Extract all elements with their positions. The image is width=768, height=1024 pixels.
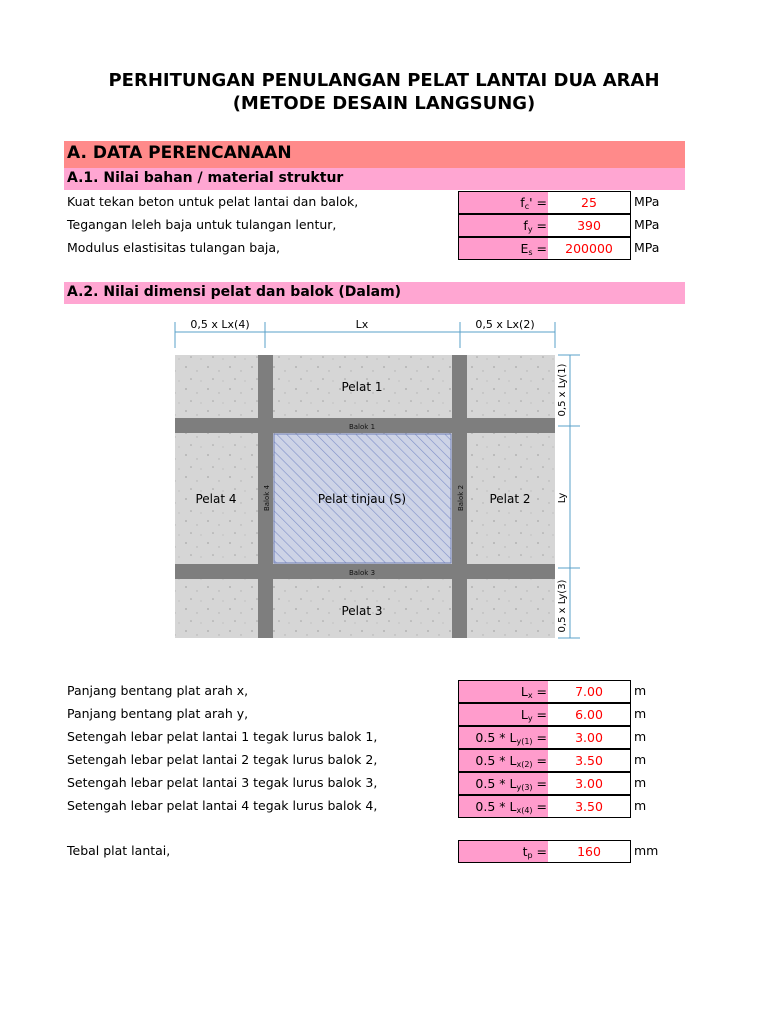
unit-label: mm xyxy=(634,843,659,858)
section-a2-header xyxy=(64,282,685,304)
unit-label: m xyxy=(634,752,647,767)
material-row-es xyxy=(0,237,768,260)
symbol-cell: $E_s$ = xyxy=(458,237,550,260)
value-cell[interactable]: 6.00 xyxy=(548,703,631,726)
section-a1-heading: A.1. Nilai bahan / material struktur xyxy=(67,170,344,186)
symbol-cell: $0.5 * L_{x(2)}$ = xyxy=(458,749,550,772)
row-description: Setengah lebar pelat lantai 1 tegak lurus balok 1, xyxy=(67,729,378,744)
material-row-fy xyxy=(0,214,768,237)
slab-layout-diagram xyxy=(160,318,585,648)
balok-3-label: Balok 3 xyxy=(348,569,376,577)
value-cell[interactable]: 390 xyxy=(548,214,631,237)
row-description: Panjang bentang plat arah y, xyxy=(67,706,249,721)
row-description: Modulus elastisitas tulangan baja, xyxy=(67,240,280,255)
symbol-cell: $f_y$ = xyxy=(458,214,550,237)
pelat-2-label: Pelat 2 xyxy=(489,492,531,506)
symbol-cell: $L_x$ = xyxy=(458,680,550,703)
dim-top-left-label: 0,5 x Lx(4) xyxy=(190,318,250,331)
unit-label: MPa xyxy=(634,240,660,255)
dimension-row-lx xyxy=(0,680,768,703)
dim-top-right-label: 0,5 x Lx(2) xyxy=(475,318,535,331)
dim-top-mid-label: Lx xyxy=(355,318,369,331)
dim-right-mid-label: Ly xyxy=(557,492,568,504)
value-cell[interactable]: 3.50 xyxy=(548,749,631,772)
unit-label: m xyxy=(634,775,647,790)
symbol-cell: $t_p$ = xyxy=(458,840,550,863)
unit-label: m xyxy=(634,706,647,721)
pelat-4-label: Pelat 4 xyxy=(195,492,237,506)
balok-1-label: Balok 1 xyxy=(348,423,376,431)
section-a1-header xyxy=(64,168,685,190)
symbol-cell: $0.5 * L_{y(1)}$ = xyxy=(458,726,550,749)
balok-2-label: Balok 2 xyxy=(457,484,465,512)
page-title-line1: PERHITUNGAN PENULANGAN PELAT LANTAI DUA ARAH xyxy=(108,70,660,91)
unit-label: MPa xyxy=(634,217,660,232)
unit-label: m xyxy=(634,683,647,698)
row-description: Kuat tekan beton untuk pelat lantai dan balok, xyxy=(67,194,359,209)
row-description: Setengah lebar pelat lantai 4 tegak lurus balok 4, xyxy=(67,798,378,813)
pelat-3-label: Pelat 3 xyxy=(341,604,383,618)
dim-right-top-label: 0,5 x Ly(1) xyxy=(557,363,568,417)
value-cell[interactable]: 25 xyxy=(548,191,631,214)
section-a2-heading: A.2. Nilai dimensi pelat dan balok (Dalam) xyxy=(67,284,402,300)
page-title-line2: (METODE DESAIN LANGSUNG) xyxy=(232,93,536,114)
row-description: Setengah lebar pelat lantai 2 tegak lurus balok 2, xyxy=(67,752,378,767)
section-a-heading: A. DATA PERENCANAAN xyxy=(67,143,292,163)
dimension-row-ly xyxy=(0,703,768,726)
balok-4-label: Balok 4 xyxy=(263,484,271,512)
value-cell[interactable]: 3.50 xyxy=(548,795,631,818)
value-cell[interactable]: 200000 xyxy=(548,237,631,260)
value-cell[interactable]: 160 xyxy=(548,840,631,863)
row-description: Tegangan leleh baja untuk tulangan lentur, xyxy=(67,217,337,232)
unit-label: MPa xyxy=(634,194,660,209)
symbol-cell: $0.5 * L_{x(4)}$ = xyxy=(458,795,550,818)
dim-right-bottom-label: 0,5 x Ly(3) xyxy=(557,579,568,633)
pelat-tinjau-label: Pelat tinjau (S) xyxy=(317,492,407,506)
value-cell[interactable]: 3.00 xyxy=(548,726,631,749)
symbol-cell: $f_c'$ = xyxy=(458,191,550,214)
dimension-row-lx4 xyxy=(0,795,768,818)
row-description: Setengah lebar pelat lantai 3 tegak lurus balok 3, xyxy=(67,775,378,790)
dimension-row-lx2 xyxy=(0,749,768,772)
symbol-cell: $0.5 * L_{y(3)}$ = xyxy=(458,772,550,795)
unit-label: m xyxy=(634,798,647,813)
section-a-header xyxy=(64,141,685,168)
value-cell[interactable]: 7.00 xyxy=(548,680,631,703)
dimension-row-ly1 xyxy=(0,726,768,749)
material-row-fc xyxy=(0,191,768,214)
thickness-row xyxy=(0,840,768,863)
pelat-1-label: Pelat 1 xyxy=(341,380,383,394)
row-description: Panjang bentang plat arah x, xyxy=(67,683,249,698)
row-description: Tebal plat lantai, xyxy=(67,843,171,858)
symbol-cell: $L_y$ = xyxy=(458,703,550,726)
dimension-row-ly3 xyxy=(0,772,768,795)
unit-label: m xyxy=(634,729,647,744)
value-cell[interactable]: 3.00 xyxy=(548,772,631,795)
